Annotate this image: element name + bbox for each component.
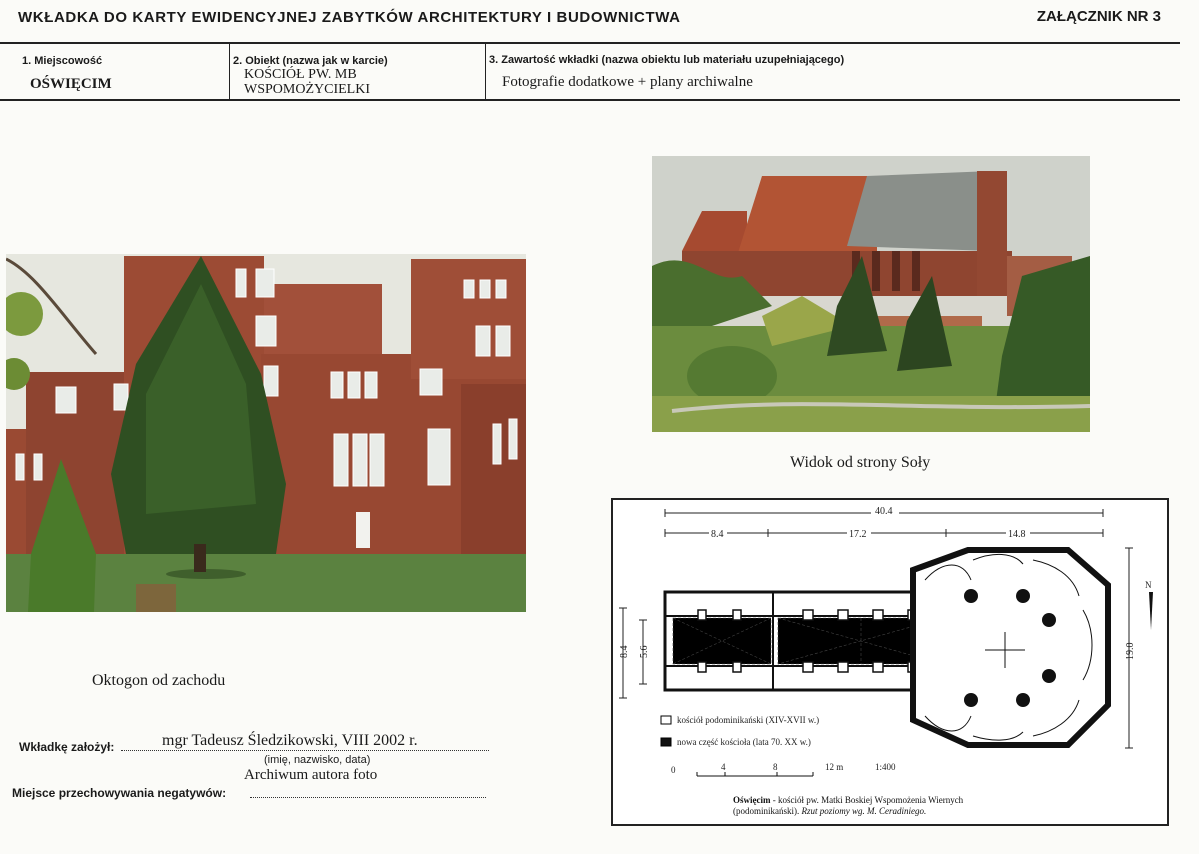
plan-caption-rest: - kościół pw. Matki Boskiej Wspomożenia Wiernych xyxy=(770,795,964,805)
object-value-line2: WSPOMOŻYCIELKI xyxy=(244,82,370,97)
field-divider-2 xyxy=(485,44,486,100)
north-arrow-icon xyxy=(1149,592,1153,630)
plan-caption-line2a: (podominikański). xyxy=(733,806,802,816)
dim-b: 17.2 xyxy=(849,529,867,540)
photo-octagon-west xyxy=(6,254,526,612)
scale-label-4: 4 xyxy=(721,762,726,772)
dim-right: 19.0 xyxy=(1125,642,1136,660)
legend-swatch-new xyxy=(661,738,671,746)
dim-total: 40.4 xyxy=(875,506,893,517)
header-rule-top xyxy=(0,42,1180,44)
svg-text:(podominikański). Rzut poziomy xyxy=(733,806,926,816)
object-value-line1: KOŚCIÓŁ PW. MB xyxy=(244,67,357,82)
plan-caption-place: Oświęcim xyxy=(733,795,771,805)
created-by-value: mgr Tadeusz Śledzikowski, VIII 2002 r. xyxy=(162,732,418,749)
object-label: 2. Obiekt (nazwa jak w karcie) xyxy=(233,55,388,67)
document-title: WKŁADKA DO KARTY EWIDENCYJNEJ ZABYTKÓW ARCHITEKTURY I BUDOWNICTWA xyxy=(18,9,681,26)
legend-new-label: nowa część kościoła (lata 70. XX w.) xyxy=(677,737,811,747)
negatives-label: Miejsce przechowywania negatywów: xyxy=(12,786,227,800)
scale-ratio: 1:400 xyxy=(875,762,896,772)
plan-caption-line2b: Rzut poziomy wg. M. Ceradiniego. xyxy=(801,806,927,816)
locality-value: OŚWIĘCIM xyxy=(30,76,112,92)
locality-label: 1. Miejscowość xyxy=(22,55,103,67)
contents-label: 3. Zawartość wkładki (nazwa obiektu lub materiału uzupełniającego) xyxy=(489,54,845,66)
dim-c: 14.8 xyxy=(1008,529,1026,540)
archive-note: Archiwum autora foto xyxy=(244,767,378,783)
created-by-line xyxy=(121,750,489,751)
scale-label-0: 0 xyxy=(671,765,676,775)
attachment-number: ZAŁĄCZNIK NR 3 xyxy=(1036,8,1161,25)
caption-right-photo: Widok od strony Soły xyxy=(790,454,931,471)
scale-label-12: 12 m xyxy=(825,762,844,772)
floor-plan-drawing xyxy=(613,500,1167,824)
legend-old-label: kościół podominikański (XIV-XVII w.) xyxy=(677,715,820,725)
created-by-hint: (imię, nazwisko, data) xyxy=(264,754,371,766)
header-rule-bottom xyxy=(0,99,1180,101)
photo-view-from-sola xyxy=(652,156,1090,432)
field-divider-1 xyxy=(229,44,230,100)
dim-left-inner: 5.6 xyxy=(639,645,650,658)
dim-a: 8.4 xyxy=(711,529,724,540)
dim-left-outer: 8.4 xyxy=(619,645,630,658)
contents-value: Fotografie dodatkowe + plany archiwalne xyxy=(502,74,753,90)
negatives-line xyxy=(250,797,486,798)
created-by-label: Wkładkę założył: xyxy=(19,740,115,754)
caption-left-photo: Oktogon od zachodu xyxy=(92,672,226,689)
floor-plan-panel xyxy=(611,498,1169,826)
scale-label-8: 8 xyxy=(773,762,778,772)
north-label: N xyxy=(1145,580,1152,590)
svg-text:Oświęcim - kościół pw. Matki B xyxy=(733,795,964,805)
legend-swatch-old xyxy=(661,716,671,724)
